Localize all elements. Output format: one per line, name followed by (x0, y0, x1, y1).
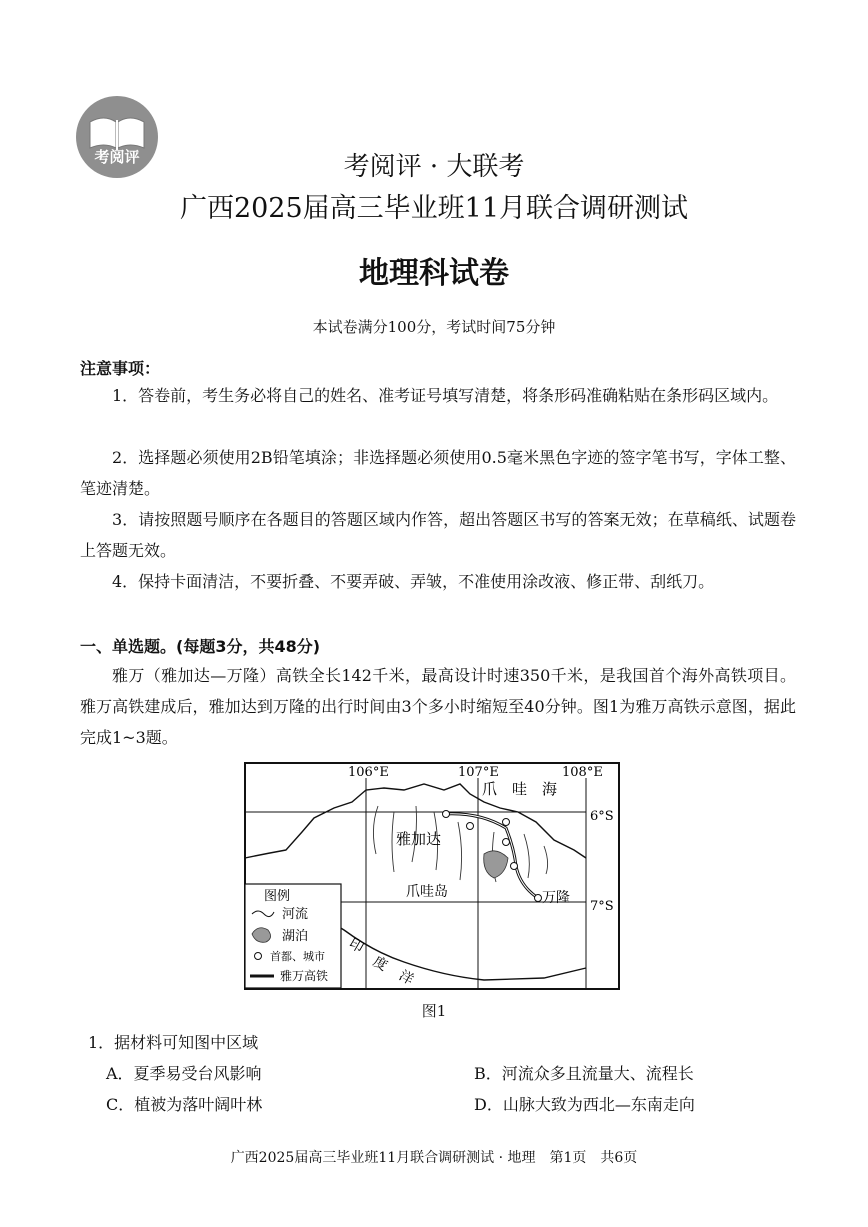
lon-label-107: 107°E (458, 765, 499, 780)
city-marker (467, 823, 474, 830)
lat-label-7s: 7°S (590, 899, 614, 914)
legend-railway: 雅万高铁 (280, 969, 329, 983)
page-footer: 广西2025届高三毕业班11月联合调研测试 · 地理 第1页 共6页 (230, 1150, 638, 1166)
notice-title: 注意事项： (80, 359, 161, 378)
city-marker (503, 819, 510, 826)
option-a: A．夏季易受台风影响 (106, 1064, 262, 1083)
exam-info: 本试卷满分100分，考试时间75分钟 (312, 318, 556, 336)
notice-item-2: 2．选择题必须使用2B铅笔填涂；非选择题必须使用0.5毫米黑色字迹的签字笔书写，字体工整、笔迹清楚。 (80, 448, 796, 498)
city-bandung (535, 895, 542, 902)
bandung-label: 万隆 (542, 890, 570, 906)
notice-item-3: 3．请按照题号顺序在各题目的答题区域内作答，超出答题区书写的答案无效；在草稿纸、试题卷上答题无效。 (80, 510, 796, 560)
exam-title: 广西2025届高三毕业班11月联合调研测试 (179, 193, 689, 224)
city-marker (503, 839, 510, 846)
option-d: D．山脉大致为西北—东南走向 (474, 1095, 695, 1114)
city-jakarta (443, 811, 450, 818)
legend-lake: 湖泊 (282, 929, 309, 944)
option-b: B．河流众多且流量大、流程长 (474, 1064, 694, 1083)
legend-title: 图例 (264, 889, 291, 904)
lon-label-108: 108°E (562, 765, 603, 780)
ocean-label-2: 度 (370, 953, 391, 975)
legend-river: 河流 (282, 907, 309, 922)
island-label: 爪哇岛 (406, 884, 448, 900)
subject-title: 地理科试卷 (359, 256, 509, 291)
jakarta-label: 雅加达 (396, 830, 442, 848)
brand-title: 考阅评 · 大联考 (343, 152, 525, 182)
material-text: 雅万（雅加达—万隆）高铁全长142千米，最高设计时速350千米，是我国首个海外高铁项目。雅万高铁建成后，雅加达到万隆的出行时间由3个多小时缩短至40分钟。图1为雅万高铁示意图，据此完成1~3题。 (80, 666, 796, 747)
notice-item-1: 1．答卷前，考生务必将自己的姓名、准考证号填写清楚，将条形码准确粘贴在条形码区域内。 (112, 386, 779, 405)
question-1-stem: 1．据材料可知图中区域 (88, 1033, 259, 1052)
sea-label: 爪 哇 海 (482, 780, 558, 798)
legend-city: 首都、城市 (270, 950, 325, 963)
notice-item-4: 4．保持卡面清洁，不要折叠、不要弄破、弄皱，不准使用涂改液、修正带、刮纸刀。 (112, 572, 715, 591)
lat-label-6s: 6°S (590, 809, 614, 824)
map-legend (245, 884, 341, 988)
section-title: 一、单选题。(每题3分，共48分) (80, 637, 321, 656)
logo-text: 考阅评 (94, 148, 140, 166)
map-figure (244, 762, 620, 990)
ocean-label-1: 印 (346, 935, 367, 957)
legend-city-icon (255, 953, 262, 960)
figure-caption: 图1 (421, 1002, 447, 1020)
option-c: C．植被为落叶阔叶林 (106, 1095, 263, 1114)
ocean-label-3: 洋 (396, 967, 417, 989)
lon-label-106: 106°E (348, 765, 389, 780)
city-marker (511, 863, 518, 870)
